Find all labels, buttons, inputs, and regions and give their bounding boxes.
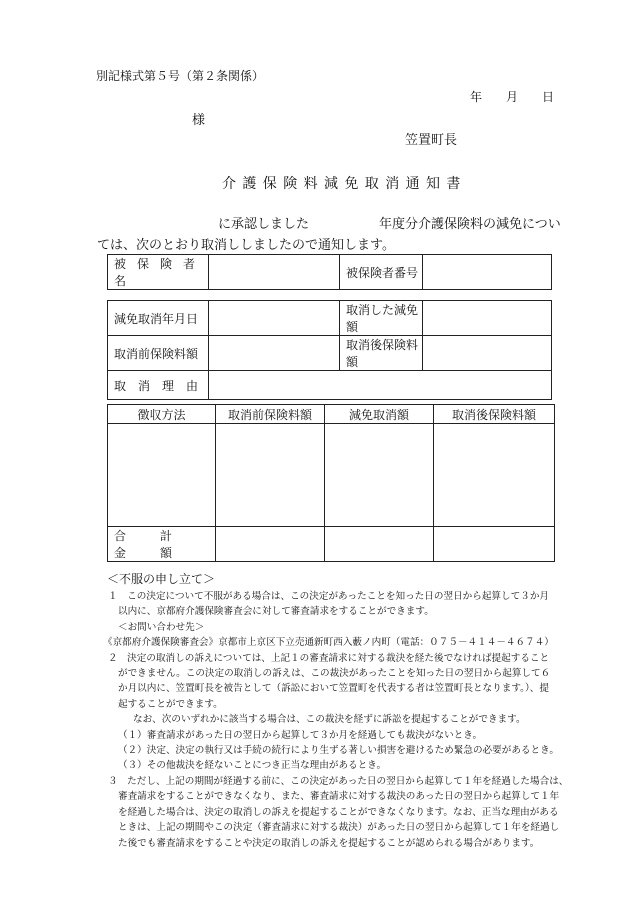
note-line: ２ 決定の取消しの訴えについては、上記１の審査請求に対する裁決を経た後でなければ提起すること <box>108 652 550 664</box>
note-line: ＜お問い合わせ先＞ <box>118 621 205 633</box>
issuer: 笠置町長 <box>405 133 458 148</box>
after-amount-label: 取消後保険料額 <box>340 336 423 371</box>
table-cell <box>108 424 216 527</box>
after-amount-value <box>423 336 552 371</box>
col-header-after: 取消後保険料額 <box>434 405 555 424</box>
reason-label: 取 消 理 由 <box>108 371 209 400</box>
note-line: １ この決定について不服がある場合は、この決定があったことを知った日の翌日から起算して３か月 <box>108 591 550 602</box>
cancel-date-label: 減免取消年月日 <box>108 301 209 336</box>
total-cancel <box>325 527 434 562</box>
document-title: 介護保険料減免取消通知書 <box>222 176 467 192</box>
reason-value <box>209 371 552 400</box>
insured-number-label: 被保険者番号 <box>340 255 423 290</box>
note-line: か月以内に、笠置町長を被告として（訴訟において笠置町を代表する者は笠置町長となります。）、提 <box>118 683 549 695</box>
before-amount-label: 取消前保険料額 <box>108 336 209 371</box>
insured-table <box>107 254 552 290</box>
note-line: （３）その他裁決を経ないことにつき正当な理由があるとき。 <box>118 760 387 772</box>
notes-body <box>103 589 569 851</box>
table-cell <box>434 424 555 527</box>
cancelled-amount-label: 取消した減免額 <box>340 301 423 336</box>
note-line: なお、次のいずれかに該当する場合は、この裁決を経ずに訴訟を提起することができます。 <box>133 714 526 726</box>
note-line: ３ ただし、上記の期間が経過する前に、この決定があった日の翌日から起算して１年を経過した場合は、 <box>108 775 569 787</box>
note-line: 以内に、京都府介護保険審査会に対して審査請求をすることができます。 <box>118 606 434 618</box>
cancel-date-value <box>209 301 340 336</box>
col-header-before: 取消前保険料額 <box>216 405 325 424</box>
total-label: 合 計 金 額 <box>108 527 216 562</box>
note-line: た後でも審査請求をすることや決定の取消しの訴えを提起することが認められる場合があります。 <box>118 837 540 849</box>
addressee-suffix: 様 <box>192 113 206 128</box>
body-text-1a: に承認しました <box>218 217 310 232</box>
note-line: 起することができます。 <box>118 698 223 710</box>
insured-name-value <box>209 255 340 290</box>
note-line: ができません。この決定の取消しの訴えは、この裁決があったことを知った日の翌日から起算して６ <box>118 668 551 680</box>
note-line: を経過した場合は、決定の取消しの訴えを提起することができなくなります。なお、正当な理由がある <box>118 806 559 818</box>
total-after <box>434 527 555 562</box>
body-text-2: ては、次のとおり取消ししましたので通知します。 <box>97 238 395 253</box>
insured-number-value <box>423 255 552 290</box>
notes-heading: ＜不服の申し立て＞ <box>107 572 216 586</box>
note-line: （１）審査請求があった日の翌日から起算して３か月を経過しても裁決がないとき。 <box>118 729 483 741</box>
col-header-cancel: 減免取消額 <box>325 405 434 424</box>
form-number: 別記様式第５号（第２条関係） <box>96 69 265 83</box>
note-line: （２）決定、決定の執行又は手続の続行により生ずる著しい損害を避けるため緊急の必要があるとき。 <box>118 745 559 757</box>
collection-table <box>107 404 555 562</box>
note-line: 《京都府介護保険審査会》京都市上京区下立売通新町西入藪ノ内町（電話：０７５－４１４－４６７４） <box>103 637 554 649</box>
note-line: 審査請求をすることができなくなり、また、審査請求に対する裁決のあった日の翌日から起算して１年 <box>118 791 560 803</box>
note-line: ときは、上記の期間やこの決定（審査請求に対する裁決）があった日の翌日から起算して１年を経過し <box>118 822 560 834</box>
cancelled-amount-value <box>423 301 552 336</box>
total-before <box>216 527 325 562</box>
body-text-1b: 年度分介護保険料の減免につい <box>379 217 561 232</box>
col-header-method: 徴収方法 <box>108 405 216 424</box>
insured-name-label: 被保険者名 <box>108 255 209 290</box>
date-field: 年 月 日 <box>470 90 555 104</box>
before-amount-value <box>209 336 340 371</box>
cancel-table <box>107 300 552 400</box>
table-cell <box>325 424 434 527</box>
table-cell <box>216 424 325 527</box>
